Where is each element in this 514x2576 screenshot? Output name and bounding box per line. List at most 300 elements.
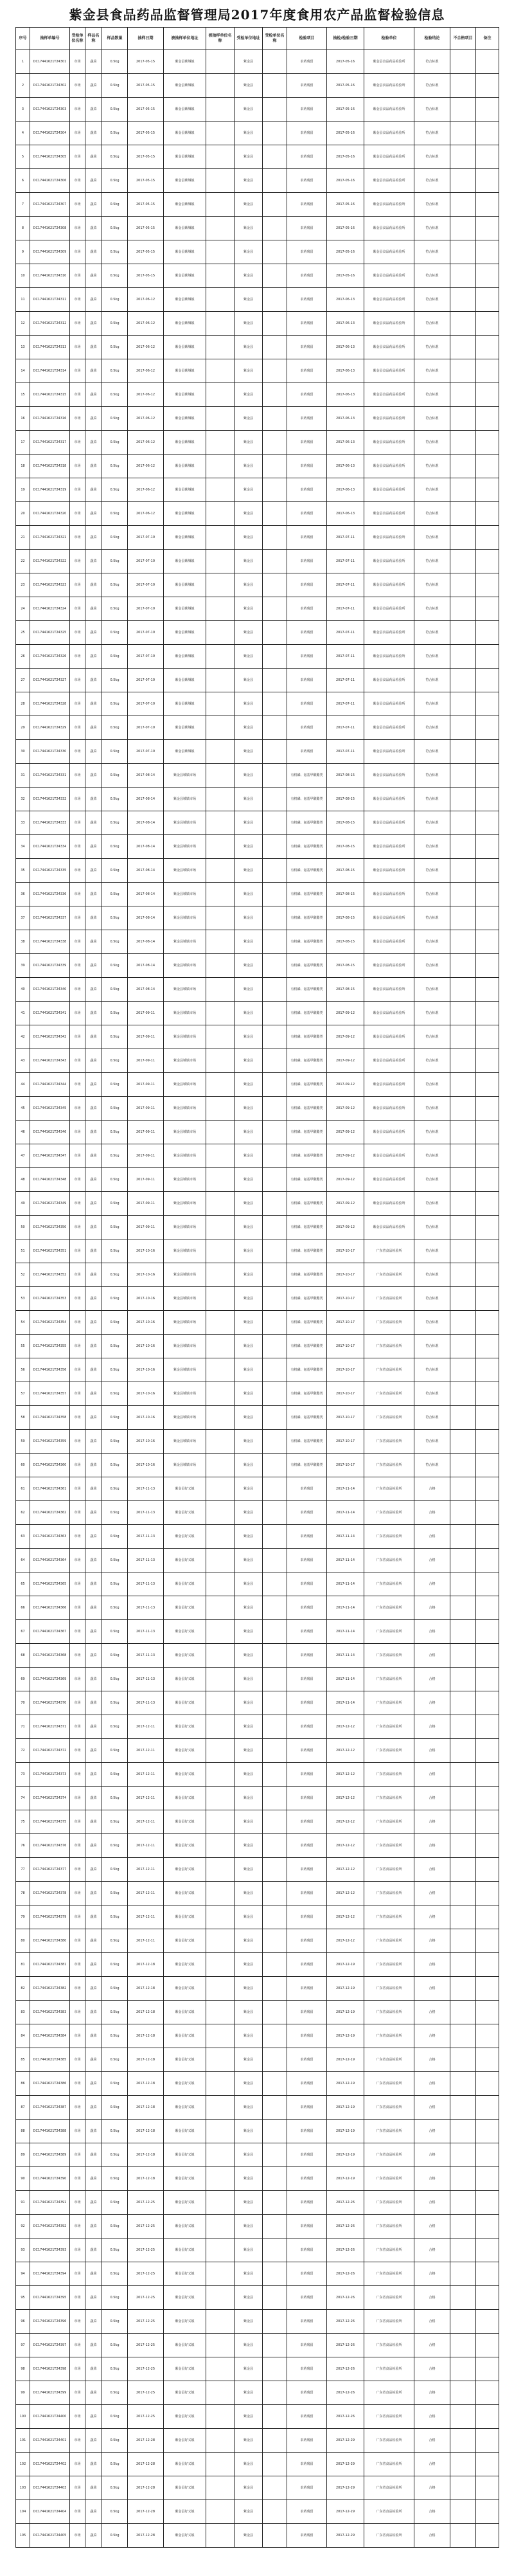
table-cell: 2017-10-17 (327, 1263, 364, 1287)
table-cell: 蔬菜 (85, 1144, 102, 1168)
table-cell: 紫金县食品药品检验所 (364, 645, 414, 669)
table-cell: 紫金县食品药品检验所 (364, 193, 414, 217)
table-cell: 2017-12-28 (128, 2500, 164, 2524)
table-cell (206, 2238, 235, 2262)
table-cell: 符合标准 (414, 883, 450, 906)
table-cell: 农药残留 (287, 2405, 327, 2429)
table-cell: 0.5kg (102, 1929, 128, 1953)
table-cell: 蔬菜 (85, 1929, 102, 1953)
table-cell: 2017-05-15 (128, 217, 164, 240)
table-cell (476, 2453, 499, 2476)
table-cell: 农药残留 (287, 455, 327, 478)
table-cell: 0.5kg (102, 1097, 128, 1121)
table-cell (476, 1382, 499, 1406)
table-cell: 紫金县好义镇 (164, 2286, 206, 2310)
table-cell (263, 1501, 287, 1525)
table-cell: 蔬菜 (85, 264, 102, 288)
column-header: 被抽样单位名称 (206, 28, 235, 50)
table-cell (206, 669, 235, 692)
table-cell (450, 2001, 476, 2024)
table-cell: 0.5kg (102, 74, 128, 98)
table-cell: 农药残留 (287, 2310, 327, 2334)
table-cell (476, 2405, 499, 2429)
table-cell: 蔬菜 (85, 978, 102, 1002)
table-cell (476, 2381, 499, 2405)
table-cell: 紫金县 (235, 478, 263, 502)
table-cell: 2017-11-13 (128, 1668, 164, 1691)
table-cell: 广东省食品检验所 (364, 2500, 414, 2524)
table-cell (263, 1358, 287, 1382)
table-cell: 农药残留 (287, 407, 327, 431)
table-cell (263, 2048, 287, 2072)
table-cell: 紫金县好义镇 (164, 2262, 206, 2286)
table-cell: 合格 (414, 1810, 450, 1834)
table-cell: 市场 (70, 1620, 85, 1644)
table-cell: 合格 (414, 2262, 450, 2286)
table-cell: 市场 (70, 2001, 85, 2024)
table-cell: 2017-11-13 (128, 1525, 164, 1549)
table-cell: 2017-08-14 (128, 954, 164, 978)
table-cell: 紫金县食品药品检验所 (364, 502, 414, 526)
table-cell: 0.5kg (102, 1715, 128, 1739)
table-row (16, 2286, 499, 2310)
table-cell: 0.5kg (102, 359, 128, 383)
table-cell: 蔬菜 (85, 1739, 102, 1763)
table-cell: 紫金县 (235, 1477, 263, 1501)
table-cell: 50 (16, 1216, 30, 1239)
table-row (16, 2310, 499, 2334)
table-cell (206, 2500, 235, 2524)
table-cell (476, 2476, 499, 2500)
table-cell: 2017-11-14 (327, 1691, 364, 1715)
table-cell: 符合标准 (414, 621, 450, 645)
table-cell: 市场 (70, 1025, 85, 1049)
table-cell: DC17441621T24320 (30, 502, 70, 526)
table-cell (263, 431, 287, 455)
table-cell (450, 1549, 476, 1572)
table-cell (206, 1572, 235, 1596)
table-cell: 农药残留 (287, 383, 327, 407)
table-cell (476, 1977, 499, 2001)
table-cell: 紫金县城镇市场 (164, 1025, 206, 1049)
table-cell: 市场 (70, 2238, 85, 2262)
table-cell (206, 2429, 235, 2453)
table-row (16, 2024, 499, 2048)
table-cell: 蔬菜 (85, 383, 102, 407)
table-cell: 88 (16, 2120, 30, 2143)
table-cell: 市场 (70, 1335, 85, 1358)
table-row (16, 431, 499, 455)
table-cell: 合格 (414, 2405, 450, 2429)
table-cell: 紫金县紫城镇 (164, 145, 206, 169)
table-cell (263, 1263, 287, 1287)
table-cell: DC17441621T24356 (30, 1358, 70, 1382)
table-cell: 0.5kg (102, 859, 128, 883)
table-cell: 有机磷、氨基甲酸酯类 (287, 883, 327, 906)
table-cell: 0.5kg (102, 1905, 128, 1929)
table-cell: 蔬菜 (85, 1953, 102, 1977)
table-cell: 2017-09-12 (327, 1216, 364, 1239)
table-cell: 农药残留 (287, 1739, 327, 1763)
table-cell: 紫金县好义镇 (164, 2476, 206, 2500)
table-cell (206, 1477, 235, 1501)
table-cell (206, 1335, 235, 1358)
table-cell: DC17441621T24314 (30, 359, 70, 383)
table-cell: 紫金县食品药品检验所 (364, 145, 414, 169)
table-cell: 合格 (414, 2143, 450, 2167)
table-cell: 紫金县好义镇 (164, 2143, 206, 2167)
table-cell (476, 2048, 499, 2072)
table-cell (450, 1121, 476, 1144)
table-cell: 29 (16, 716, 30, 740)
table-cell (263, 2453, 287, 2476)
table-cell: 广东省食品检验所 (364, 1406, 414, 1430)
table-cell (263, 2357, 287, 2381)
table-cell: 4 (16, 122, 30, 145)
table-cell (450, 359, 476, 383)
table-cell: 紫金县 (235, 835, 263, 859)
table-cell: DC17441621T24377 (30, 1858, 70, 1882)
table-cell (476, 978, 499, 1002)
table-cell (263, 1430, 287, 1454)
table-cell: 2017-10-16 (128, 1454, 164, 1477)
table-cell: 2017-12-29 (327, 2476, 364, 2500)
table-cell: 紫金县紫城镇 (164, 169, 206, 193)
table-cell: 紫金县好义镇 (164, 1525, 206, 1549)
table-cell (476, 336, 499, 359)
table-cell: DC17441621T24404 (30, 2500, 70, 2524)
table-cell: 0.5kg (102, 1287, 128, 1311)
table-row (16, 1216, 499, 1239)
table-cell (263, 1525, 287, 1549)
table-cell (206, 1929, 235, 1953)
table-cell: 2017-06-12 (128, 312, 164, 336)
table-cell (263, 502, 287, 526)
table-cell: 2017-11-14 (327, 1644, 364, 1668)
table-cell: 63 (16, 1525, 30, 1549)
table-cell: 符合标准 (414, 1311, 450, 1335)
table-cell: 0.5kg (102, 906, 128, 930)
table-cell: 2017-09-12 (327, 1121, 364, 1144)
table-cell (476, 645, 499, 669)
table-cell: 有机磷、氨基甲酸酯类 (287, 1216, 327, 1239)
table-cell: 2017-12-28 (128, 2429, 164, 2453)
table-cell: 紫金县食品药品检验所 (364, 407, 414, 431)
table-cell: DC17441621T24354 (30, 1311, 70, 1335)
table-cell (450, 1311, 476, 1335)
table-cell: DC17441621T24311 (30, 288, 70, 312)
table-cell: 符合标准 (414, 1239, 450, 1263)
table-cell (476, 1620, 499, 1644)
table-cell: 符合标准 (414, 526, 450, 550)
table-cell: DC17441621T24360 (30, 1454, 70, 1477)
table-cell: 0.5kg (102, 1382, 128, 1406)
table-cell: 符合标准 (414, 550, 450, 573)
table-cell (263, 788, 287, 811)
table-cell: 符合标准 (414, 407, 450, 431)
table-cell: 2017-11-13 (128, 1620, 164, 1644)
table-cell: 蔬菜 (85, 1715, 102, 1739)
table-cell: 市场 (70, 1454, 85, 1477)
table-cell (206, 2476, 235, 2500)
table-cell: 紫金县城镇市场 (164, 1216, 206, 1239)
table-cell: 0.5kg (102, 1406, 128, 1430)
table-row (16, 1715, 499, 1739)
table-cell (450, 455, 476, 478)
table-cell: 0.5kg (102, 145, 128, 169)
table-cell: 2017-12-12 (327, 1810, 364, 1834)
table-cell: 市场 (70, 954, 85, 978)
table-cell: 紫金县紫城镇 (164, 692, 206, 716)
table-cell: 2017-12-11 (128, 1763, 164, 1787)
table-cell: DC17441621T24342 (30, 1025, 70, 1049)
table-cell: 紫金县食品药品检验所 (364, 455, 414, 478)
table-cell: DC17441621T24373 (30, 1763, 70, 1787)
table-cell: 57 (16, 1382, 30, 1406)
table-cell: 蔬菜 (85, 2405, 102, 2429)
table-cell: 2017-09-12 (327, 1025, 364, 1049)
table-cell (263, 2429, 287, 2453)
table-cell: 符合标准 (414, 1263, 450, 1287)
table-cell (206, 2357, 235, 2381)
table-cell: 农药残留 (287, 1572, 327, 1596)
table-cell: 2017-08-15 (327, 811, 364, 835)
table-cell (476, 1715, 499, 1739)
table-cell: 市场 (70, 1358, 85, 1382)
table-cell: 紫金县城镇市场 (164, 1049, 206, 1073)
table-cell: 农药残留 (287, 526, 327, 550)
table-cell: 47 (16, 1144, 30, 1168)
table-cell: 紫金县紫城镇 (164, 573, 206, 597)
table-cell: 2017-12-18 (128, 2001, 164, 2024)
table-row (16, 2167, 499, 2191)
table-cell (263, 2120, 287, 2143)
table-cell: DC17441621T24405 (30, 2524, 70, 2548)
table-cell (476, 502, 499, 526)
table-cell (206, 740, 235, 764)
table-cell: 30 (16, 740, 30, 764)
column-header: 抽样单编号 (30, 28, 70, 50)
table-cell: 0.5kg (102, 431, 128, 455)
table-cell: 蔬菜 (85, 621, 102, 645)
table-cell: 紫金县 (235, 954, 263, 978)
table-cell (206, 478, 235, 502)
table-cell: 蔬菜 (85, 526, 102, 550)
table-cell (476, 1572, 499, 1596)
table-row (16, 1287, 499, 1311)
table-row (16, 1596, 499, 1620)
table-cell: 有机磷、氨基甲酸酯类 (287, 1430, 327, 1454)
table-cell: 广东省食品检验所 (364, 1644, 414, 1668)
table-cell: 0.5kg (102, 2238, 128, 2262)
table-cell (263, 240, 287, 264)
table-cell: 广东省食品检验所 (364, 1596, 414, 1620)
table-cell: 0.5kg (102, 1549, 128, 1572)
table-cell (476, 312, 499, 336)
table-cell: 紫金县好义镇 (164, 1620, 206, 1644)
table-cell: 紫金县 (235, 407, 263, 431)
table-cell (263, 2262, 287, 2286)
table-cell: 蔬菜 (85, 122, 102, 145)
table-cell: 符合标准 (414, 764, 450, 788)
table-cell: 符合标准 (414, 478, 450, 502)
table-row (16, 478, 499, 502)
table-cell: 2017-11-13 (128, 1644, 164, 1668)
table-cell: 2017-12-26 (327, 2357, 364, 2381)
table-cell: 广东省食品检验所 (364, 2381, 414, 2405)
table-cell: 农药残留 (287, 669, 327, 692)
table-cell: 0.5kg (102, 550, 128, 573)
table-cell: 蔬菜 (85, 1620, 102, 1644)
table-cell: 0.5kg (102, 2476, 128, 2500)
table-cell: 紫金县食品药品检验所 (364, 835, 414, 859)
table-cell: 紫金县 (235, 1787, 263, 1810)
table-cell: 2017-07-10 (128, 573, 164, 597)
table-row (16, 835, 499, 859)
table-cell (450, 74, 476, 98)
table-cell: 2017-12-12 (327, 1834, 364, 1858)
table-cell: 农药残留 (287, 573, 327, 597)
table-cell (206, 716, 235, 740)
table-row (16, 74, 499, 98)
table-cell: 6 (16, 169, 30, 193)
table-cell: 有机磷、氨基甲酸酯类 (287, 1192, 327, 1216)
table-cell: 农药残留 (287, 193, 327, 217)
table-cell: 广东省食品检验所 (364, 1263, 414, 1287)
table-cell: 合格 (414, 2334, 450, 2357)
table-cell: 紫金县食品药品检验所 (364, 169, 414, 193)
table-cell: 合格 (414, 1953, 450, 1977)
table-cell: 2017-12-12 (327, 1763, 364, 1787)
table-cell: 2017-09-11 (128, 1144, 164, 1168)
table-cell: 2017-12-19 (327, 2024, 364, 2048)
table-cell (476, 930, 499, 954)
table-cell: 农药残留 (287, 2500, 327, 2524)
table-cell: 紫金县 (235, 716, 263, 740)
table-cell: 农药残留 (287, 1905, 327, 1929)
table-cell: 蔬菜 (85, 883, 102, 906)
table-row (16, 359, 499, 383)
table-cell: 0.5kg (102, 1739, 128, 1763)
table-cell: 市场 (70, 1002, 85, 1025)
table-cell: 蔬菜 (85, 1192, 102, 1216)
table-cell: 33 (16, 811, 30, 835)
table-cell: 农药残留 (287, 716, 327, 740)
table-cell: 紫金县 (235, 1668, 263, 1691)
table-cell: DC17441621T24366 (30, 1596, 70, 1620)
table-cell: 2017-06-13 (327, 407, 364, 431)
table-cell: 农药残留 (287, 1596, 327, 1620)
table-cell (476, 74, 499, 98)
table-cell: 农药残留 (287, 621, 327, 645)
table-cell: 符合标准 (414, 1454, 450, 1477)
column-header: 被抽样单位地址 (164, 28, 206, 50)
table-cell: 市场 (70, 1501, 85, 1525)
table-cell: 紫金县 (235, 1977, 263, 2001)
table-cell (263, 1739, 287, 1763)
table-cell: 农药残留 (287, 1501, 327, 1525)
table-cell: 紫金县 (235, 906, 263, 930)
table-cell: 市场 (70, 2476, 85, 2500)
table-cell (206, 2120, 235, 2143)
table-cell: 2017-05-15 (128, 98, 164, 122)
table-cell: 2017-12-29 (327, 2453, 364, 2476)
table-cell (263, 1097, 287, 1121)
table-cell (206, 621, 235, 645)
table-cell (206, 1287, 235, 1311)
table-cell (263, 478, 287, 502)
table-cell: 紫金县 (235, 193, 263, 217)
table-cell (450, 1025, 476, 1049)
table-cell: 2017-09-12 (327, 1049, 364, 1073)
table-cell (263, 2476, 287, 2500)
table-cell (450, 2500, 476, 2524)
table-cell (450, 740, 476, 764)
table-cell: 蔬菜 (85, 1834, 102, 1858)
table-cell (450, 1953, 476, 1977)
table-cell (263, 2167, 287, 2191)
table-cell: 市场 (70, 1977, 85, 2001)
table-cell: 78 (16, 1882, 30, 1905)
table-cell: 75 (16, 1810, 30, 1834)
table-cell: 市场 (70, 1073, 85, 1097)
table-cell: 紫金县好义镇 (164, 2120, 206, 2143)
table-cell: 2017-10-16 (128, 1406, 164, 1430)
table-cell: 紫金县食品药品检验所 (364, 478, 414, 502)
table-cell: 合格 (414, 2120, 450, 2143)
table-cell (206, 2286, 235, 2310)
table-cell: 市场 (70, 1216, 85, 1239)
table-cell: 2017-12-12 (327, 1882, 364, 1905)
table-cell: 2017-06-13 (327, 359, 364, 383)
table-cell: 符合标准 (414, 74, 450, 98)
table-cell: 紫金县 (235, 526, 263, 550)
table-cell: 紫金县好义镇 (164, 1787, 206, 1810)
table-cell: 2017-11-14 (327, 1596, 364, 1620)
table-cell: 符合标准 (414, 835, 450, 859)
table-cell: 紫金县 (235, 1430, 263, 1454)
table-cell (476, 2096, 499, 2120)
table-cell: 符合标准 (414, 978, 450, 1002)
table-cell: 2017-08-15 (327, 978, 364, 1002)
table-cell (206, 122, 235, 145)
table-cell: 20 (16, 502, 30, 526)
table-cell: DC17441621T24313 (30, 336, 70, 359)
column-header: 受检单位地址 (235, 28, 263, 50)
table-cell (263, 2096, 287, 2120)
table-cell: 广东省食品检验所 (364, 2286, 414, 2310)
table-cell: 2017-12-28 (128, 2476, 164, 2500)
table-cell: 2017-06-12 (128, 407, 164, 431)
table-cell: 2017-12-11 (128, 1715, 164, 1739)
table-cell (450, 2238, 476, 2262)
table-cell: 紫金县食品药品检验所 (364, 978, 414, 1002)
table-cell: 0.5kg (102, 1263, 128, 1287)
table-cell: 市场 (70, 692, 85, 716)
table-cell: 农药残留 (287, 2262, 327, 2286)
table-cell: 2017-06-13 (327, 288, 364, 312)
table-cell (476, 1810, 499, 1834)
table-cell: 紫金县 (235, 1002, 263, 1025)
table-cell: 紫金县好义镇 (164, 2191, 206, 2215)
table-row (16, 1691, 499, 1715)
table-cell: 67 (16, 1620, 30, 1644)
table-cell: 市场 (70, 74, 85, 98)
table-cell: 蔬菜 (85, 1525, 102, 1549)
table-cell: 紫金县 (235, 1620, 263, 1644)
table-cell (263, 1287, 287, 1311)
table-cell: 蔬菜 (85, 573, 102, 597)
